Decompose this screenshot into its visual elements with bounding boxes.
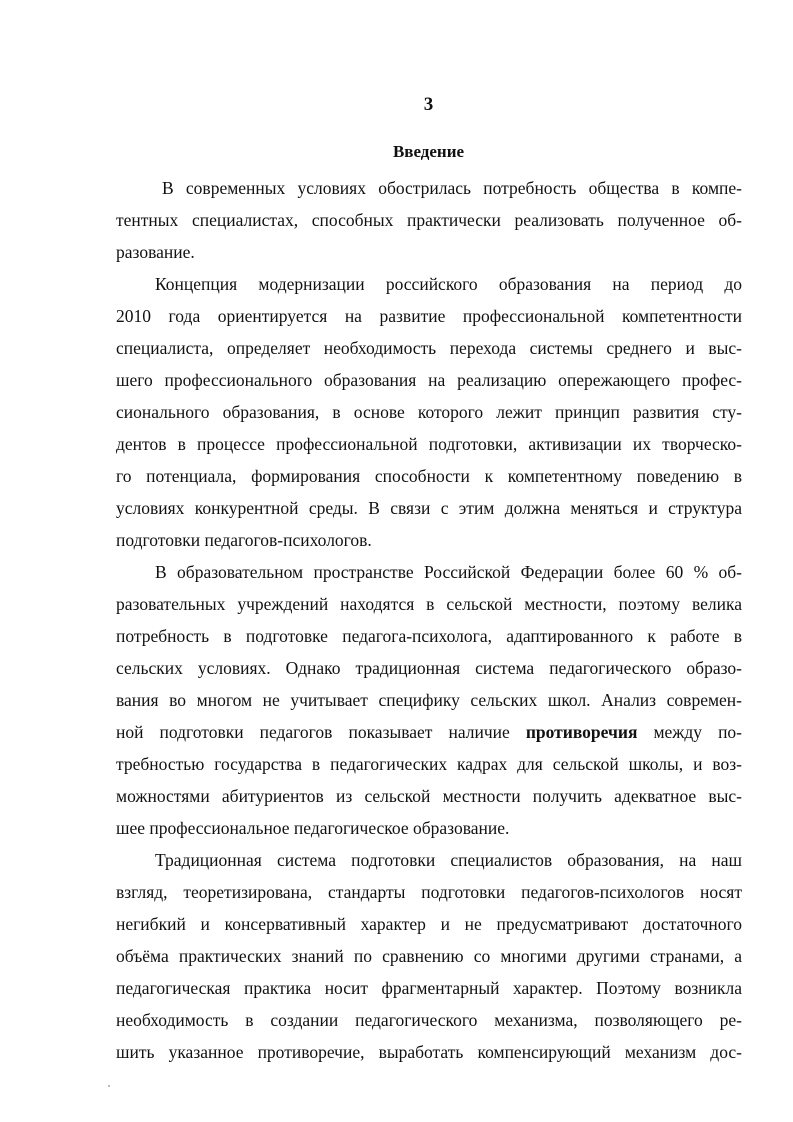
text-line: шего профессионального образования на реализацию опережающего профес- — [116, 370, 742, 390]
text-line: подготовки педагогов-психологов. — [116, 530, 372, 550]
text-line: можностями абитуриентов из сельской местности получить адекватное выс- — [116, 786, 742, 806]
paragraph-4 — [116, 844, 742, 1068]
paragraph-1 — [116, 172, 742, 268]
text-line: специалиста, определяет необходимость перехода системы среднего и выс- — [116, 338, 742, 358]
paragraph-2 — [116, 268, 742, 556]
text-line: необходимость в создании педагогического механизма, позволяющего ре- — [116, 1010, 742, 1030]
text-line: разование. — [116, 242, 195, 262]
text-line: потребность в подготовке педагога-психолога, адаптированного к работе в — [116, 626, 742, 646]
body-text — [116, 172, 742, 1068]
text-line: разовательных учреждений находятся в сельской местности, поэтому велика — [116, 594, 742, 614]
text-line: В образовательном пространстве Российской Федерации более 60 % об- — [155, 562, 742, 582]
scan-speck — [108, 1085, 110, 1087]
text-segment: ной подготовки педагогов показывает наличие — [116, 722, 510, 742]
text-line: вания во многом не учитывает специфику сельских школ. Анализ современ- — [116, 690, 742, 710]
text-line: шее профессиональное педагогическое образование. — [116, 818, 510, 838]
text-line: объёма практических знаний по сравнению со многими другими странами, а — [116, 946, 742, 966]
text-line: сельских условиях. Однако традиционная система педагогического образо- — [116, 658, 742, 678]
text-line: тентных специалистах, способных практически реализовать полученное об- — [116, 210, 742, 230]
text-line: требностью государства в педагогических кадрах для сельской школы, и воз- — [116, 754, 742, 774]
page-number: 3 — [423, 94, 434, 115]
text-line: негибкий и консервативный характер и не предусматривают достаточного — [116, 914, 742, 934]
text-line: Концепция модернизации российского образования на период до — [155, 274, 742, 294]
text-line: Традиционная система подготовки специалистов образования, на наш — [155, 850, 742, 870]
text-line: сионального образования, в основе которого лежит принцип развития сту- — [116, 402, 742, 422]
emphasis-contradiction: противоречия — [525, 722, 638, 742]
text-line: 2010 года ориентируется на развитие профессиональной компетентности — [116, 306, 742, 326]
text-segment: между по- — [653, 722, 742, 742]
text-line: дентов в процессе профессиональной подготовки, активизации их творческо- — [116, 434, 742, 454]
paragraph-3 — [116, 556, 742, 844]
page-title: Введение — [392, 142, 465, 161]
text-line: педагогическая практика носит фрагментарный характер. Поэтому возникла — [116, 978, 742, 998]
text-line-with-emphasis — [116, 716, 742, 748]
text-line: взгляд, теоретизирована, стандарты подготовки педагогов-психологов носят — [116, 882, 742, 902]
text-line: го потенциала, формирования способности к компетентному поведению в — [116, 466, 742, 486]
text-line: шить указанное противоречие, выработать компенсирующий механизм дос- — [116, 1042, 742, 1062]
text-line: В современных условиях обострилась потребность общества в компе- — [162, 178, 742, 198]
text-line: условиях конкурентной среды. В связи с этим должна меняться и структура — [116, 498, 742, 518]
